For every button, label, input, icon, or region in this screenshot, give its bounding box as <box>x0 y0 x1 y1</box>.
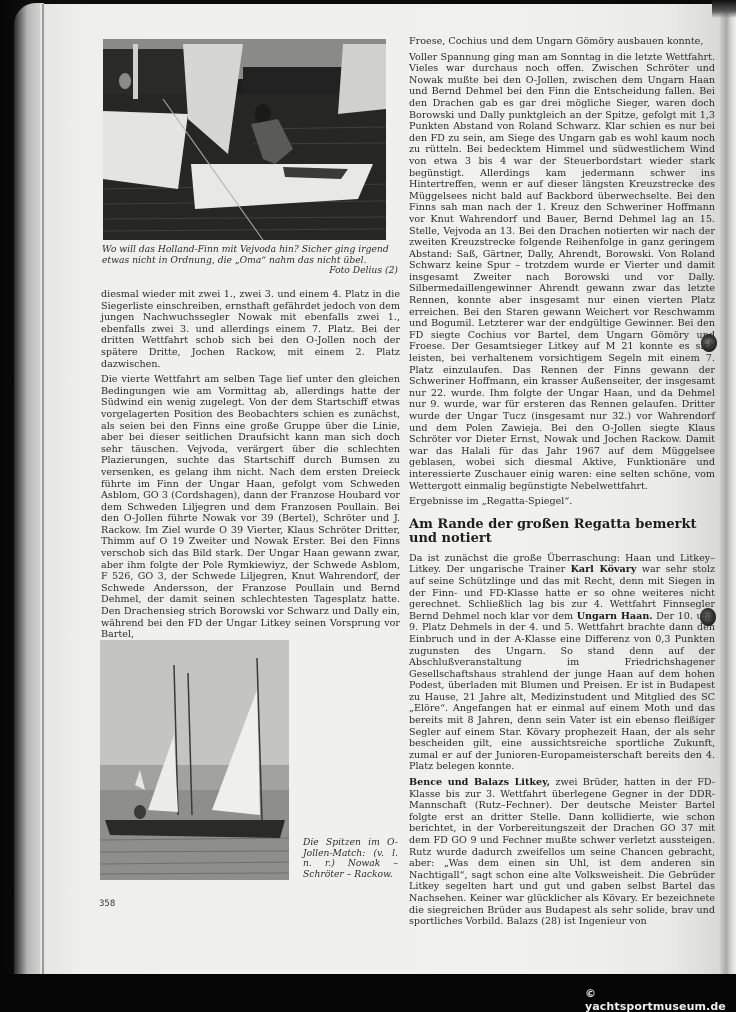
photo-credit: Foto Delius (2) <box>329 265 398 277</box>
photo-finn-dinghy <box>103 39 386 240</box>
photo-o-jollen-image <box>100 640 289 880</box>
page-corner-shadow <box>712 0 736 18</box>
paragraph: Ergebnisse im „Regatta-Spiegel“. <box>409 496 573 508</box>
paragraph: Die vierte Wettfahrt am selben Tage lief unter den gleichen Bedingungen wie am Vormittag ab, allerdings hatte der Südwind ein wenig zugelegt. Von der dem Startschiff etwas vorgelagerten Position des Beobachters schien es zunächst, als seien bei den Finns eine große Gruppe über die Linie, aber bei dieser seitlichen Draufsicht kann man sich doch sehr täuschen. Vejvoda, verärgert über die schlechten Plazierungen, suchte das Startschiff durch Bumsen zu versenken, es gelang ihm nicht. Nach dem ersten Dreieck führte im Finn der Ungar Haan, gefolgt vom Schweden Asblom, GO 3 (Cordshagen), dann der Franzose Houbard vor dem Schweden Liljegren und dem Franzosen Poullain. Bei den O-Jollen führte Nowak vor 39 (Bertel), Schröter und J. Rackow. Im Ziel wurde O 39 Vierter, Klaus Schröter Dritter, Thimm auf O 19 Zweiter und Nowak Erster. Bei den Finns verschob sich das Bild stark. Der Ungar Haan gewann zwar, aber ihm folgte der Pole Rymkiewiyz, der Schwede Asblom, F 526, GO 3, der Schwede Liljegren, Knut Wahrendorf, der Schwede Andersson, der Franzose Poullain und Bernd Dehmel, der damit seinen schlechtesten Tagesplatz hatte. Den Drachensieg strich Borowski vor Schwarz und Dally ein, während bei den FD der Ungar Litkey seinen Vorsprung vor Bartel, <box>101 374 400 641</box>
photo-top-caption <box>102 245 398 277</box>
page-gutter-line <box>42 4 44 974</box>
paragraph: Voller Spannung ging man am Sonntag in die letzte Wettfahrt. Vieles war durchaus noch offen. Zwischen Schröter und Nowak mußte bei den O-Jollen, zwischen dem Ungarn Haan und Bernd Dehmel bei den Finn die Entscheidung fallen. Bei den Drachen gab es gar drei mögliche Sieger, waren doch Borowski und Dally punktgleich an der Spitze, gefolgt mit 1,3 Punkten Abstand von Roland Schwarz. Klar schien es nur bei den FD zu sein, am Siege des Ungarn gab es wohl kaum noch zu rütteln. Bei bedecktem Himmel und südwestlichem Wind von etwa 3 bis 4 war der Steuerbordstart wieder stark begünstigt. Allerdings kam jedermann schwer ins Hintertreffen, wenn er auf dieser längsten Kreuzstrecke des Müggelsees nicht bald auf Backbord überwechselte. Bei den Finns sah man nach der 1. Kreuz den Schweriner Hoffmann vor Knut Wahrendorf und Bauer, Bernd Dehmel lag an 15. Stelle, Vejvoda an 13. Bei den Drachen notierten wir nach der zweiten Kreuzstrecke folgende Reihenfolge in ganz geringem Abstand: Saß, Gärtner, Dally, Ahrendt, Borowski. Von Roland Schwarz keine Spur – trotzdem wurde er Vierter und damit insgesamt Zweiter nach Borowski und vor Dally. Silbermedaillengewinner Ahrendt gewann zwar das letzte Rennen, konnte aber insgesamt nur einen vierten Platz erreichen. Bei den Staren gewann Weichert vor Reschwamm und Bogumil. Letzterer war der endgültige Gewinner. Bei den FD siegte Cochius vor Bartel, dem Ungarn Gömöry und Froese. Der Gesamtsieger Litkey auf M 21 konnte es sich leisten, bei verhaltenem vorsichtigem Segeln mit einem 7. Platz einzulaufen. Das Rennen der Finns gewann der Schweriner Hoffmann, ein krasser Außenseiter, der insgesamt nur 22. wurde. Ihm folgte der Ungar Haan, und da Dehmel nur 9. wurde, war für ersteren das Rennen gelaufen. Dritter wurde der Ungar Tucz (insgesamt nur 32.) vor Wahrendorf und dem Polen Zawieja. Bei den O-Jollen siegte Klaus Schröter vor Dieter Ernst, Nowak und Jochen Rackow. Damit war das Halali für das Jahr 1967 auf dem Müggelsee geblasen, wobei sich diesmal Aktive, Funktionäre und interessierte Zuschauer einig waren: eine selten schöne, vom Wettergott einmalig begünstigte Nebelwettfahrt. <box>409 51 715 492</box>
bold-name-haan: Ungarn Haan. <box>576 610 653 622</box>
watermark: © yachtsportmuseum.de <box>585 987 726 1012</box>
text-run: Da ist zunächst die große Überraschung: Haan und Litkey–Litkey. Der ungarische Trainer <box>409 552 715 576</box>
paragraph: Froese, Cochius und dem Ungarn Gömöry ausbauen konnte, <box>409 36 704 47</box>
article-column-right <box>409 36 715 932</box>
page-right-edge <box>720 10 736 975</box>
section-heading: Am Rande der großen Regatta bemerkt und notiert <box>409 516 697 546</box>
paragraph: diesmal wieder mit zwei 1., zwei 3. und einem 4. Platz in die Siegerliste einschreiben, ernsthaft gefährdet jedoch von dem jungen Nachwuchssegler Nowak mit ebenfalls zwei 1., ebenfalls zwei 3. und allerdings einem 7. Platz. Bei der dritten Wettfahrt schob sich bei den O-Jollen noch der spätere Dritte, Jochen Rackow, mit einem 2. Platz dazwischen. <box>101 289 400 370</box>
page-number: 358 <box>99 899 116 909</box>
text-run: Der 10. und 9. Platz Dehmels in der 4. und 5. Wettfahrt brachte dann den Einbruch und in der A-Klasse eine Differenz von 0,3 Punkten zugunsten des Ungarn. So stand denn auf der Abschlußveranstaltung im Friedrichshagener Gesellschaftshaus strahlend der junge Haan auf dem hohen Podest, überladen mit Blumen und Preisen. Er ist in Budapest zu Hause, 21 Jahre alt, Medizinstudent und Mitglied des SC „Elöre“. Angefangen hat er einmal auf einem Moth und das bereits mit 8 Jahren, denn sein Vater ist ein ebenso fleißiger Segler auf einem Star. Kövary prophezeit Haan, der als sehr bescheiden gilt, eine aussichtsreiche sportliche Zukunft, zumal er auf der Junioren-Europameisterschaft bereits den 4. Platz belegen konnte. <box>409 610 715 773</box>
paragraph <box>409 777 715 928</box>
photo-finn-dinghy-image <box>103 39 386 240</box>
paragraph <box>409 553 715 773</box>
bold-name-kovary: Karl Kövary <box>570 564 637 576</box>
text-run: zwei Brüder, hatten in der FD-Klasse bis zur 3. Wettfahrt überlegene Gegner in der DDR-Mannschaft (Rutz–Fechner). Der deutsche Meister Bartel folgte erst an dritter Stelle. Dann kollidierte, wie schon berichtet, in der Vorbereitungszeit der Drachen GO 37 mit dem FD GO 9 und Fechner mußte schwer verletzt aussteigen. Rutz wurde dadurch zweifellos um seine Chancen gebracht, aber: „Was dem einen sin Uhl, ist dem anderen sin Nachtigall“, sagt schon eine alte Volksweisheit. Die Gebrüder Litkey segelten hart und gut und gaben selbst Bartel das Nachsehen. Keiner war glücklicher als Kövary. Er bezeichnete die siegreichen Brüder aus Budapest als sehr solide, brav und sportliches Vorbild. Balazs (28) ist Ingenieur von <box>409 777 715 928</box>
article-column-left <box>101 289 400 645</box>
text-run: war sehr stolz auf seine Schützlinge und das mit Recht, denn mit Siegen in der Finn- und FD-Klasse hatte er so ohne weiteres nicht gerechnet. Schließlich lag bis zur 4. Wettfahrt Finnsegler Bernd Dehmel noch klar vor dem <box>409 564 716 622</box>
bold-name-litkey: Bence und Balazs Litkey, <box>409 777 551 789</box>
photo-o-jollen <box>100 640 289 880</box>
photo-top-caption-text: Wo will das Holland-Finn mit Vejvoda hin? Sicher ging irgend etwas nicht in Ordnung, die „Oma“ nahm das nicht übel. <box>102 244 389 266</box>
photo-bottom-caption: Die Spitzen im O-Jollen-Match: (v. l. n. r.) Nowak – Schröter – Rackow. <box>303 837 398 880</box>
